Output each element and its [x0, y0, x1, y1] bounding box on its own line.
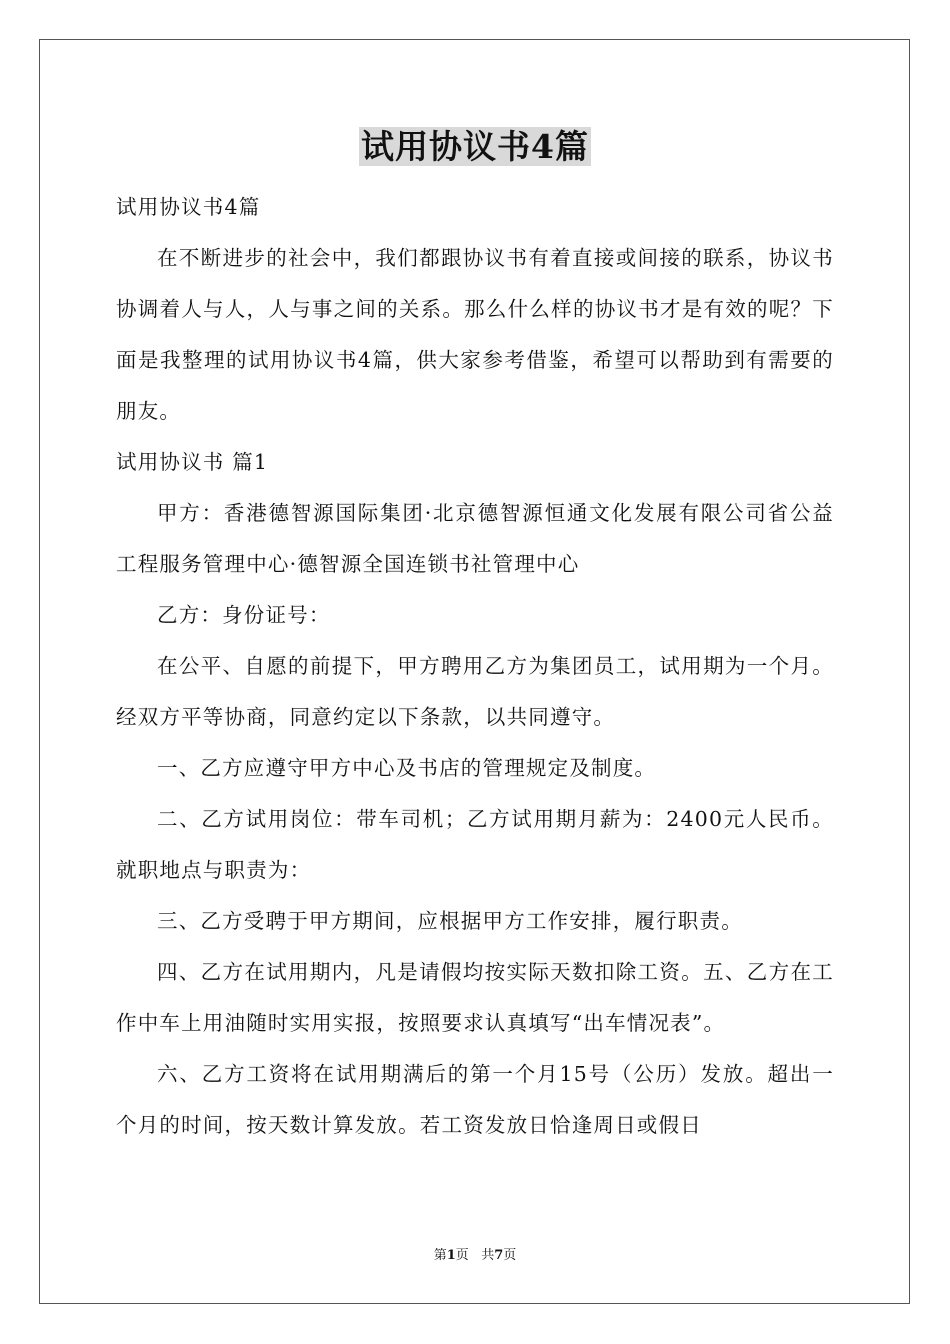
document-title — [0, 126, 950, 168]
paragraph: 试用协议书 篇1 — [116, 450, 269, 474]
total-prefix: 共 — [481, 1248, 495, 1263]
paragraph: 在不断进步的社会中，我们都跟协议书有着直接或间接的联系，协议书协调着人与人，人与事之间的关系。那么什么样的协议书才是有效的呢？下面是我整理的试用协议书4篇，供大家参考借鉴，希望可以帮助到有需要的朋友。 — [116, 246, 834, 423]
paragraph: 乙方：身份证号： — [157, 603, 331, 627]
document-title-text: 试用协议书4篇 — [361, 127, 589, 166]
page-suffix: 页 — [455, 1248, 469, 1263]
page-prefix: 第 — [433, 1248, 447, 1263]
total-page-count: 7 — [494, 1248, 504, 1263]
paragraph: 甲方：香港德智源国际集团·北京德智源恒通文化发展有限公司省公益工程服务管理中心·德智源全国连锁书社管理中心 — [116, 501, 834, 576]
paragraph: 二、乙方试用岗位：带车司机；乙方试用期月薪为：2400元人民币。就职地点与职责为： — [116, 807, 834, 882]
paragraph: 四、乙方在试用期内，凡是请假均按实际天数扣除工资。五、乙方在工作中车上用油随时实用实报，按照要求认真填写“出车情况表”。 — [116, 960, 834, 1035]
current-page-number: 1 — [446, 1248, 456, 1263]
paragraph: 三、乙方受聘于甲方期间，应根据甲方工作安排，履行职责。 — [157, 909, 743, 933]
paragraph: 试用协议书4篇 — [116, 195, 261, 219]
paragraph: 六、乙方工资将在试用期满后的第一个月15号（公历）发放。超出一个月的时间，按天数计算发放。若工资发放日恰逢周日或假日 — [116, 1062, 834, 1137]
total-suffix: 页 — [503, 1248, 517, 1263]
document-body — [116, 182, 834, 1151]
page-footer — [0, 1247, 950, 1265]
paragraph: 在公平、自愿的前提下，甲方聘用乙方为集团员工，试用期为一个月。经双方平等协商，同意约定以下条款，以共同遵守。 — [116, 654, 834, 729]
paragraph: 一、乙方应遵守甲方中心及书店的管理规定及制度。 — [157, 756, 657, 780]
